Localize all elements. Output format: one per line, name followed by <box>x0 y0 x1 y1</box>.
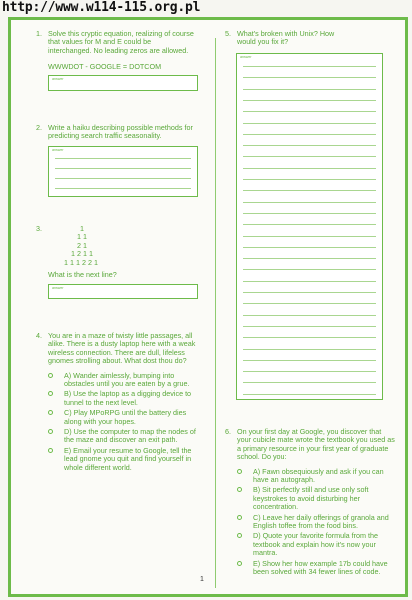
question-5-number: 5. <box>225 29 231 38</box>
sequence-row: 1 <box>80 224 84 233</box>
question-2-number: 2. <box>36 123 42 132</box>
question-6 <box>225 428 395 579</box>
sequence-row: 1 1 1 2 2 1 <box>64 257 98 267</box>
ruled-line <box>243 326 376 327</box>
radio-circle-icon[interactable] <box>48 448 53 453</box>
question-1-equation: WWWDOT - GOOGLE = DOTCOM <box>48 62 162 72</box>
ruled-line <box>243 66 376 67</box>
radio-circle-icon[interactable] <box>48 391 53 396</box>
option-6a[interactable]: A) Fawn obsequiously and ask if you can have an autograph. <box>225 468 395 485</box>
ruled-line <box>243 258 376 259</box>
ruled-line <box>243 349 376 350</box>
question-3 <box>36 225 201 279</box>
radio-circle-icon[interactable] <box>237 561 242 566</box>
option-4c[interactable]: C) Play MPoRPG until the battery dies along with your hopes. <box>36 409 201 426</box>
ruled-line <box>243 202 376 203</box>
option-6c[interactable]: C) Leave her daily offerings of granola and English toffee from the food bins. <box>225 514 395 531</box>
answer-label: answer <box>52 77 64 81</box>
question-4-text: You are in a maze of twisty little passages, all alike. There is a dusty laptop here with a weak wireless connection. There are dull, lifeless gnomes strolling about. What dost thou do? <box>48 331 196 366</box>
question-2-text: Write a haiku describing possible methods for predicting search traffic seasonality. <box>48 123 193 141</box>
ruled-line <box>243 337 376 338</box>
ruled-line <box>243 168 376 169</box>
ruled-line <box>243 224 376 225</box>
radio-circle-icon[interactable] <box>237 515 242 520</box>
ruled-line <box>243 156 376 157</box>
answer-label: answer <box>240 55 252 59</box>
answer-box-1[interactable] <box>48 75 198 91</box>
question-6-number: 6. <box>225 427 231 436</box>
ruled-line <box>243 292 376 293</box>
ruled-line <box>243 247 376 248</box>
option-4a[interactable]: A) Wander aimlessly, bumping into obstacles until you are eaten by a grue. <box>36 372 201 389</box>
ruled-line <box>243 382 376 383</box>
ruled-line <box>243 100 376 101</box>
question-6-text: On your first day at Google, you discover that your cubicle mate wrote the textbook you used as a primary resource in your first year of graduate school. Do you: <box>237 427 395 462</box>
radio-circle-icon[interactable] <box>237 533 242 538</box>
ruled-line <box>243 236 376 237</box>
radio-circle-icon[interactable] <box>48 429 53 434</box>
option-6e[interactable]: E) Show her how example 17b could have been solved with 34 fewer lines of code. <box>225 560 395 577</box>
question-5-text: What's broken with Unix? How would you fix it? <box>237 29 335 47</box>
question-3-number: 3. <box>36 224 42 233</box>
question-1-number: 1. <box>36 29 42 38</box>
answer-label: answer <box>52 286 64 290</box>
ruled-line <box>243 179 376 180</box>
sequence-row: 2 1 <box>77 240 87 250</box>
ruled-line <box>243 360 376 361</box>
ruled-line <box>243 213 376 214</box>
ruled-line <box>243 145 376 146</box>
radio-circle-icon[interactable] <box>48 410 53 415</box>
ruled-line <box>243 190 376 191</box>
radio-circle-icon[interactable] <box>48 373 53 378</box>
answer-box-3[interactable] <box>48 284 198 299</box>
option-4d[interactable]: D) Use the computer to map the nodes of the maze and discover an exit path. <box>36 428 201 445</box>
page-number: 1 <box>200 576 204 583</box>
ruled-line <box>243 123 376 124</box>
ruled-line <box>243 77 376 78</box>
ruled-line <box>243 394 376 395</box>
option-6b[interactable]: B) Sit perfectly still and use only soft keystrokes to avoid disturbing her concentration. <box>225 486 395 511</box>
ruled-line <box>243 281 376 282</box>
ruled-line <box>243 134 376 135</box>
answer-box-5[interactable] <box>236 53 383 400</box>
question-5 <box>225 30 385 47</box>
question-1 <box>36 30 196 72</box>
ruled-line <box>243 303 376 304</box>
sequence-row: 1 1 <box>77 232 87 242</box>
ruled-line <box>243 269 376 270</box>
option-4e[interactable]: E) Email your resume to Google, tell the lead gnome you quit and find yourself in whole different world. <box>36 447 201 472</box>
option-6d[interactable]: D) Quote your favorite formula from the textbook and explain how it's now your mantra. <box>225 532 395 557</box>
ruled-line <box>243 315 376 316</box>
ruled-line <box>243 89 376 90</box>
question-3-text: What is the next line? <box>48 270 117 280</box>
url-bar-text[interactable]: http://www.w114-115.org.pl <box>2 0 201 15</box>
question-4-number: 4. <box>36 331 42 340</box>
answer-label: answer <box>52 148 64 152</box>
number-sequence <box>64 225 201 267</box>
column-divider <box>215 38 216 588</box>
answer-box-2[interactable] <box>48 146 198 197</box>
option-4b[interactable]: B) Use the laptop as a digging device to tunnel to the next level. <box>36 390 201 407</box>
question-1-text: Solve this cryptic equation, realizing of course that values for M and E could be interchanged. No leading zeros are allowed. <box>48 29 194 55</box>
question-2 <box>36 124 201 141</box>
radio-circle-icon[interactable] <box>237 469 242 474</box>
radio-circle-icon[interactable] <box>237 487 242 492</box>
ruled-line <box>243 371 376 372</box>
ruled-line <box>243 111 376 112</box>
question-4 <box>36 332 201 474</box>
sequence-row: 1 2 1 1 <box>71 249 93 259</box>
page-frame <box>8 17 408 597</box>
